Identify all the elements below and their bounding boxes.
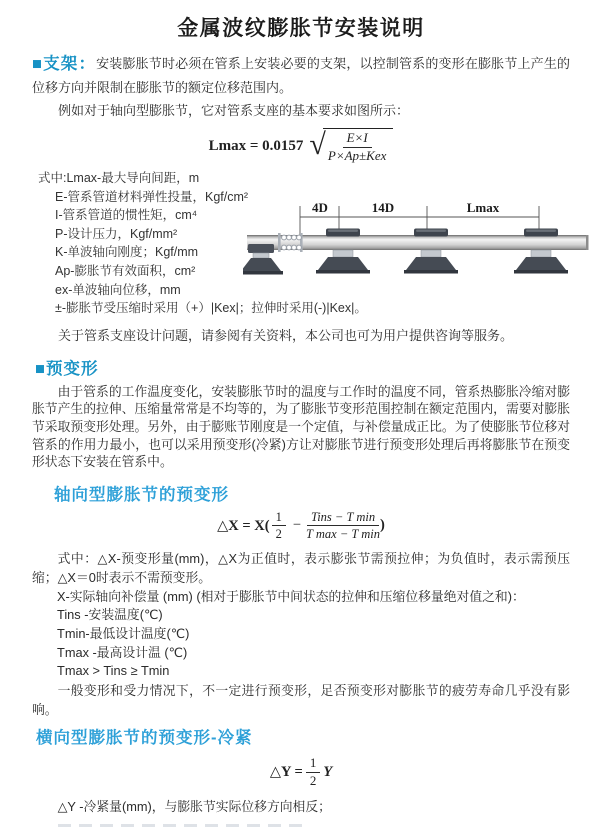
dim-label-lmax: Lmax [466,200,500,215]
support-example-line: 例如对于轴向型膨胀节，它对管系支座的基本要求如图所示： [58,103,410,118]
support-note-line: 关于管系支座设计问题，请参阅有关资料，本公司也可为用户提供咨询等服务。 [58,327,514,343]
lmax-formula [32,127,570,165]
axial-formula-half-den: 2 [275,527,282,542]
lmax-formula-denominator: P×Ap±Kex [327,148,387,163]
definition-line: P-设计压力，Kgf/mm² [55,226,178,241]
sqrt-sign: √ [309,128,326,162]
lateral-formula-num: 1 [306,756,321,773]
sqrt-radical [309,128,393,164]
axial-preform-heading: 轴向型膨胀节的预变形 [54,485,229,504]
axial-line: Tmax -最高设计温 (℃) [57,644,188,660]
axial-formula-rhs: ) [380,517,385,534]
definition-line: E-管系管道材料弹性投量，Kgf/cm² [55,189,249,204]
axial-line: Tmin-最低设计温度(℃) [57,625,190,641]
support-intro-paragraph [32,52,570,99]
lateral-preform-formula [32,756,570,789]
axial-shizhong-paragraph: 式中：△X-预变形量(mm)，△X为正值时，表示膨张节需预拉伸；为负值时，表示需预压缩；△X＝0时表示不需预变形。 [32,550,570,586]
axial-symbol-lines [32,588,570,681]
dim-label-4d: 4D [312,200,328,215]
definition-line: I-管系管道的惯性矩，cm⁴ [55,208,198,223]
pipe-support-diagram [243,195,595,295]
dim-label-14d: 14D [371,200,395,215]
lateral-formula-rhs: Y [323,763,333,780]
lateral-formula-den: 2 [309,772,317,788]
axial-line: Tins -安装温度(℃) [57,607,163,623]
page-title: 金属波纹膨胀节安装说明 [177,17,425,40]
definitions-and-diagram [32,169,570,318]
lateral-preform-heading: 横向型膨胀节的预变形-冷紧 [36,728,253,747]
axial-closing-line: 一般变形和受力情况下，不一定进行预变形，足否预变形对膨胀节的疲劳寿命几乎没有影响。 [32,682,570,717]
support-intro-text: 安装膨胀节时必须在管系上安装必要的支架，以控制管系的变形在膨胀节上产生的位移方向并限制在膨胀节的额定位移范围内。 [32,56,570,95]
truncated-text-sliver [58,824,310,827]
axial-formula-minus: − [292,517,302,534]
definition-line: ±-膨胀节受压缩时采用（+）|Kex|；拉伸时采用(-)|Kex|。 [55,301,367,316]
lmax-formula-lhs: Lmax = 0.0157 [208,137,304,154]
axial-preform-formula [32,509,570,543]
support-section-marker: ■支架： [32,55,97,73]
axial-formula-half-num: 1 [272,510,286,526]
definition-line: 式中:Lmax-最大导向间距，m [38,171,200,185]
definition-line: ex-单波轴向位移，mm [55,282,181,297]
axial-formula-temp-den: T max − T min [306,527,380,542]
lateral-formula-lhs: △Y = [269,764,303,781]
axial-formula-lhs: △X = X( [217,517,270,534]
axial-formula-temp-num: Tins − T min [307,510,379,526]
axial-line: X-实际轴向补偿量 (mm) (相对于膨胀节中间状态的拉伸和压缩位移量绝对值之和)： [57,588,525,604]
definition-line: K-单波轴向刚度；Kgf/mm [55,245,199,260]
axial-line: Tmax > Tins ≥ Tmin [57,663,170,679]
lmax-formula-numerator: E×I [343,131,372,148]
lateral-definition-line: △Y -冷紧量(mm)，与膨胀节实际位移方向相反； [57,798,331,814]
preform-body-paragraph: 由于管系的工作温度变化，安装膨胀节时的温度与工作时的温度不同，管系热膨胀冷缩对膨胀节产生的拉伸、压缩量常常是不均等的，为了膨胀节变形范围控制在额定范围内，需要对膨胀节采取预变形处理。另外，由于膨账节刚度是一个定值，与补偿量成正比。为了使膨胀节位移对管系的作用力最小，也可以采用预变形(冷紧)方让对膨胀节进行预变形处理后再将膨胀节在预变形状态下安装在管系中。 [32,383,570,470]
preform-section-heading: ■预变形 [35,359,99,378]
definition-line: Ap-膨胀节有效面积，cm² [55,263,196,278]
